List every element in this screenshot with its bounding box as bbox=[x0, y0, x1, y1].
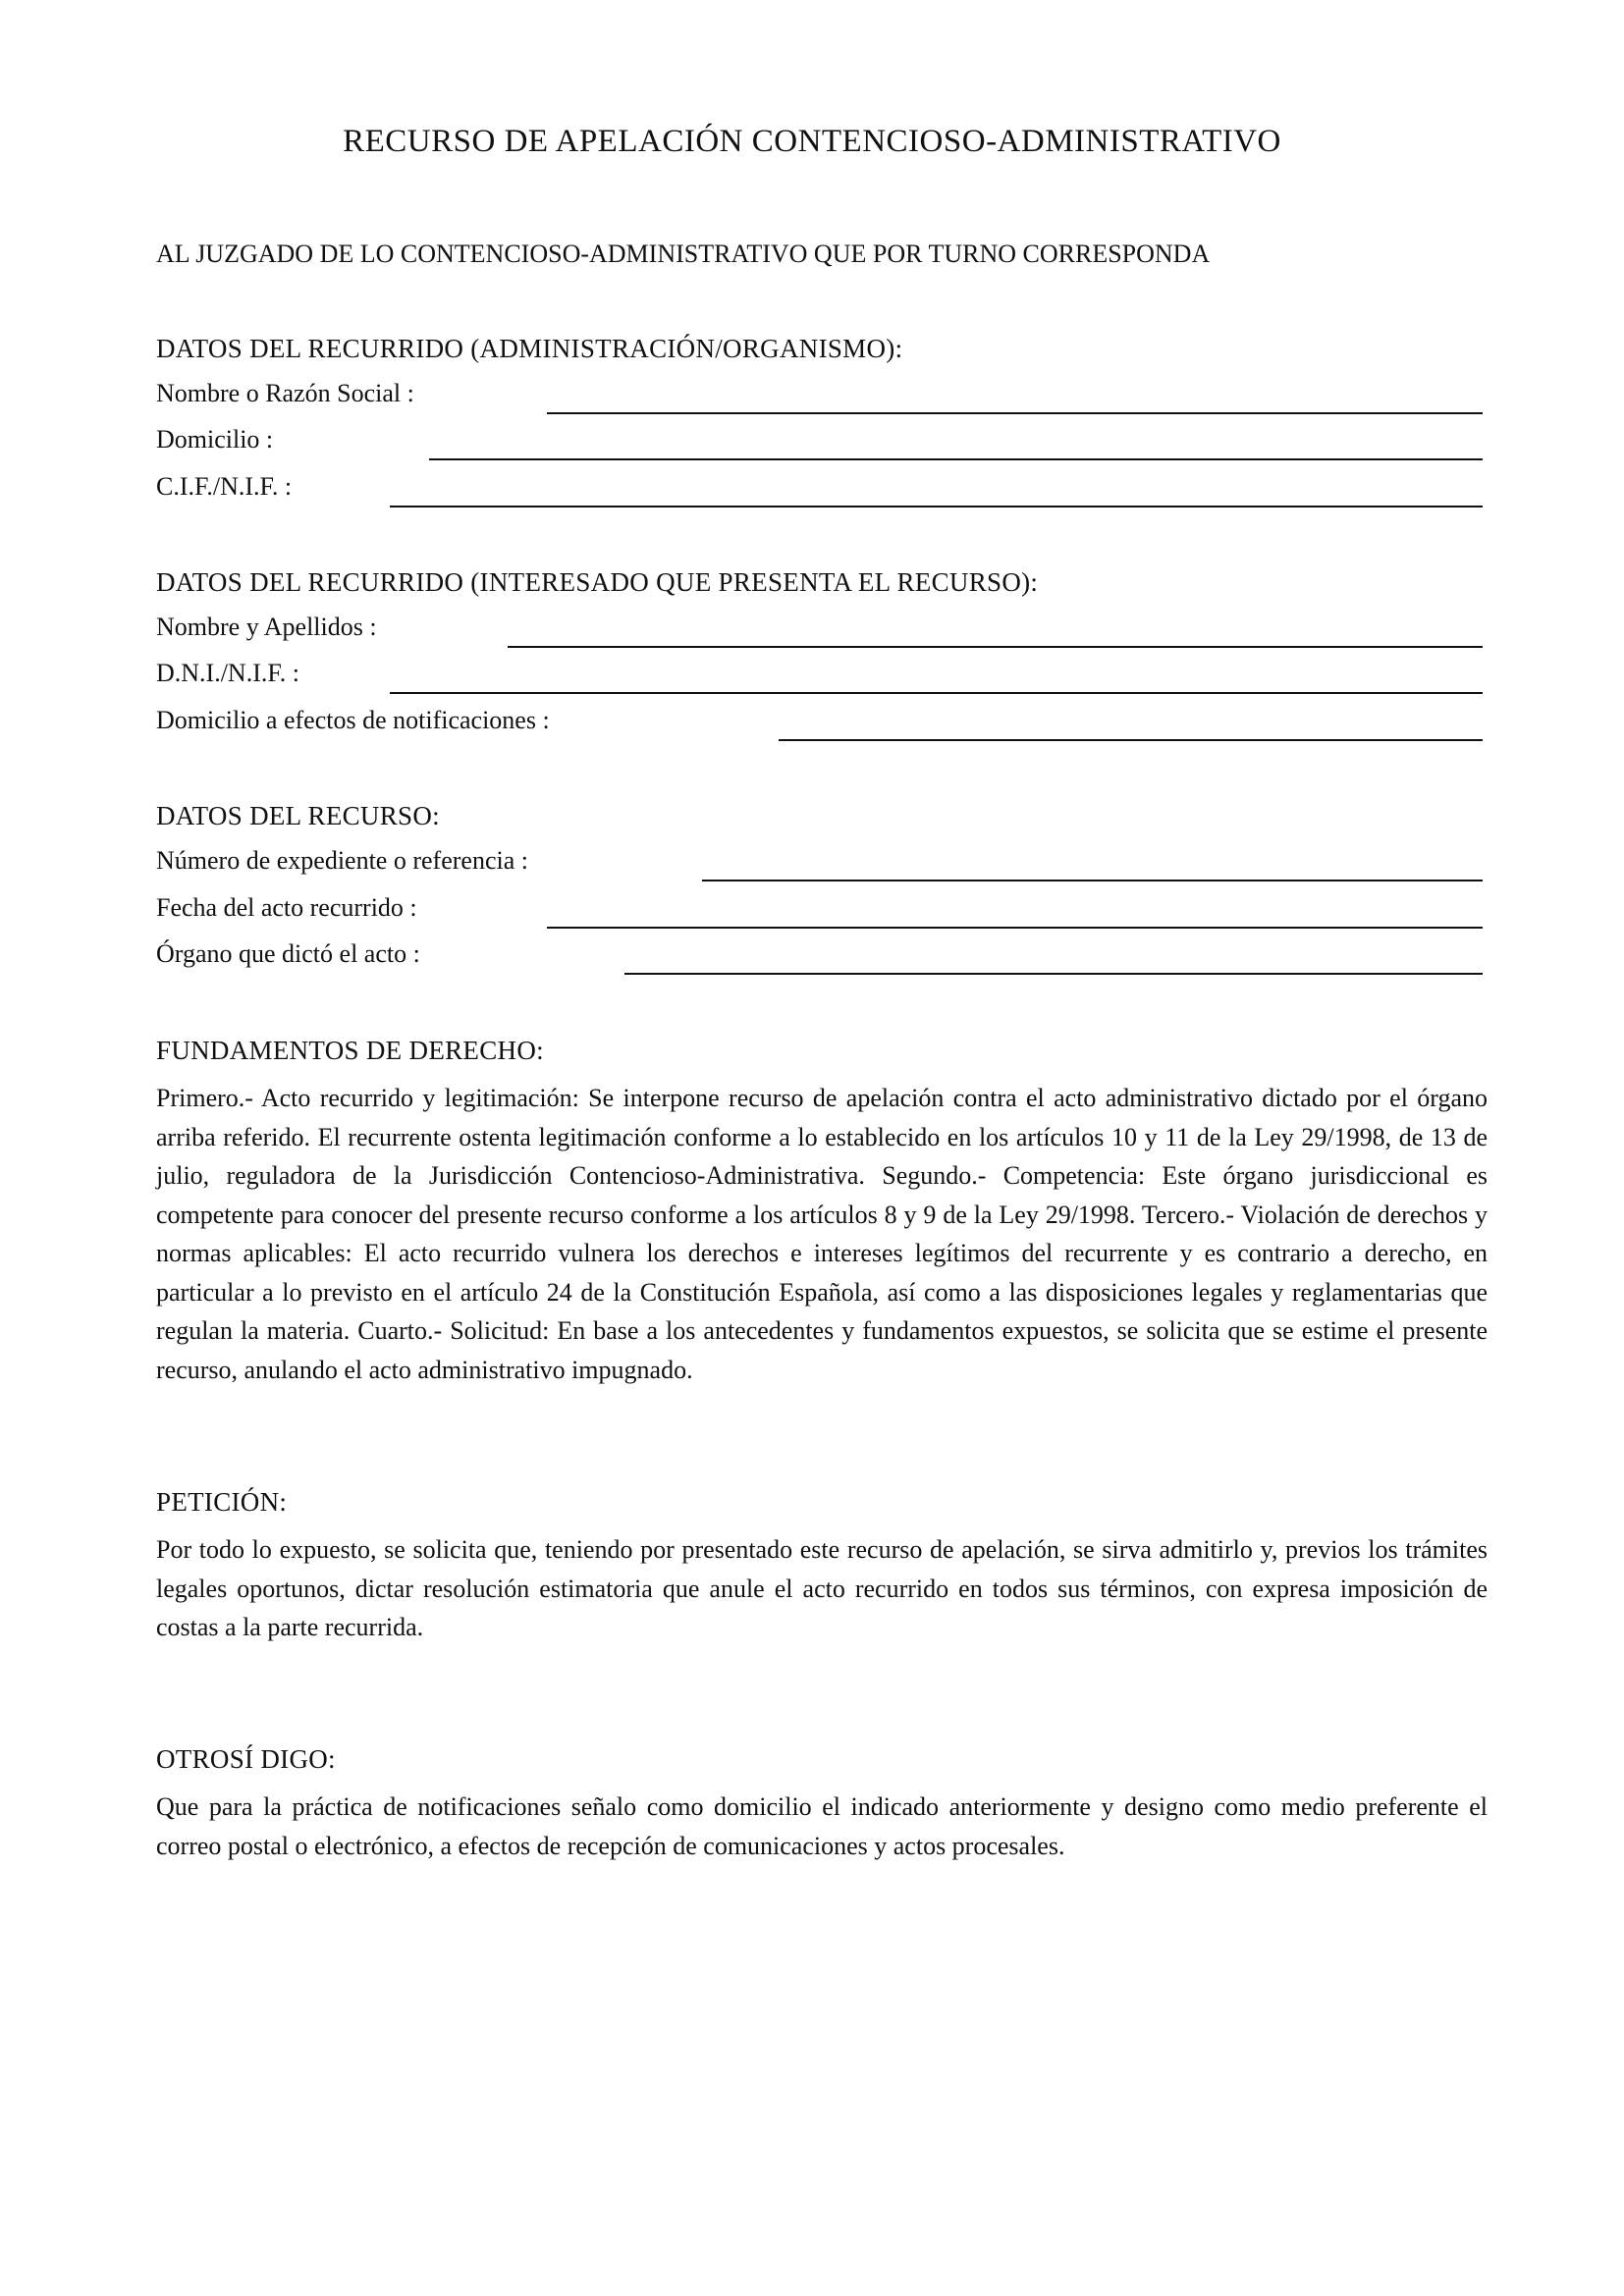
appeal-act-date-label: Fecha del acto recurrido : bbox=[156, 893, 417, 922]
appeal-heading: DATOS DEL RECURSO: bbox=[156, 801, 440, 830]
respondent-address-field[interactable] bbox=[156, 425, 1483, 460]
respondent-name-input-line[interactable] bbox=[547, 412, 1483, 414]
addressee-line: AL JUZGADO DE LO CONTENCIOSO-ADMINISTRATIVO QUE POR TURNO CORRESPONDA bbox=[156, 240, 1211, 268]
legal-grounds-heading: FUNDAMENTOS DE DERECHO: bbox=[156, 1036, 544, 1065]
otrosi-paragraph: Que para la práctica de notificaciones señalo como domicilio el indicado anteriormente y designo como medio preferente el correo postal o electrónico, a efectos de recepción de comunicaciones y actos procesales. bbox=[156, 1792, 1488, 1860]
appeal-file-number-field[interactable] bbox=[156, 846, 1483, 881]
appellant-heading: DATOS DEL RECURRIDO (INTERESADO QUE PRESENTA EL RECURSO): bbox=[156, 567, 1039, 597]
appellant-notification-address-input-line[interactable] bbox=[779, 739, 1483, 741]
appeal-file-number-label: Número de expediente o referencia : bbox=[156, 846, 528, 875]
respondent-name-field[interactable] bbox=[156, 379, 1483, 414]
petition-heading: PETICIÓN: bbox=[156, 1487, 288, 1517]
appeal-file-number-input-line[interactable] bbox=[702, 880, 1483, 881]
respondent-cif-field[interactable] bbox=[156, 472, 1483, 507]
appellant-dni-field[interactable] bbox=[156, 659, 1483, 694]
otrosi-heading: OTROSÍ DIGO: bbox=[156, 1744, 336, 1774]
appeal-issuing-body-label: Órgano que dictó el acto : bbox=[156, 939, 420, 968]
respondent-address-input-line[interactable] bbox=[429, 458, 1483, 460]
appellant-dni-label: D.N.I./N.I.F. : bbox=[156, 659, 299, 687]
respondent-name-label: Nombre o Razón Social : bbox=[156, 379, 414, 407]
respondent-cif-input-line[interactable] bbox=[390, 506, 1483, 507]
appellant-notification-address-field[interactable] bbox=[156, 706, 1483, 741]
respondent-cif-label: C.I.F./N.I.F. : bbox=[156, 472, 293, 501]
document-title: RECURSO DE APELACIÓN CONTENCIOSO-ADMINISTRATIVO bbox=[343, 124, 1281, 159]
petition-paragraph: Por todo lo expuesto, se solicita que, teniendo por presentado este recurso de apelación, se sirva admitirlo y, previos los trámites legales oportunos, dictar resolución estimatoria que anule el acto recurrido en todos sus términos, con expresa imposición de costas a la parte recurrida. bbox=[156, 1535, 1488, 1641]
appeal-issuing-body-field[interactable] bbox=[156, 939, 1483, 975]
respondent-address-label: Domicilio : bbox=[156, 425, 274, 454]
respondent-heading: DATOS DEL RECURRIDO (ADMINISTRACIÓN/ORGANISMO): bbox=[156, 334, 903, 363]
appeal-issuing-body-input-line[interactable] bbox=[624, 973, 1483, 975]
legal-grounds-paragraph: Primero.- Acto recurrido y legitimación: Se interpone recurso de apelación contra el acto administrativo dictado por el órgano arriba referido. El recurrente ostenta legitimación conforme a lo establecido en los artículos 10 y 11 de la Ley 29/1998, de 13 de julio, reguladora de la Jurisdicción Contencioso-Administrativa. Segundo.- Competencia: Este órgano jurisdiccional es competente para conocer del presente recurso conforme a los artículos 8 y 9 de la Ley 29/1998. Tercero.- Violación de derechos y normas aplicables: El acto recurrido vulnera los derechos e intereses legítimos del recurrente y es contrario a derecho, en particular a lo previsto en el artículo 24 de la Constitución Española, así como a las disposiciones legales y reglamentarias que regulan la materia. Cuarto.- Solicitud: En base a los antecedentes y fundamentos expuestos, se solicita que se estime el presente recurso, anulando el acto administrativo impugnado. bbox=[156, 1084, 1488, 1384]
appellant-name-field[interactable] bbox=[156, 613, 1483, 648]
appellant-notification-address-label: Domicilio a efectos de notificaciones : bbox=[156, 706, 550, 734]
appellant-dni-input-line[interactable] bbox=[390, 692, 1483, 694]
appellant-name-label: Nombre y Apellidos : bbox=[156, 613, 377, 641]
appellant-name-input-line[interactable] bbox=[508, 646, 1483, 648]
appeal-act-date-input-line[interactable] bbox=[547, 927, 1483, 929]
appeal-act-date-field[interactable] bbox=[156, 893, 1483, 929]
